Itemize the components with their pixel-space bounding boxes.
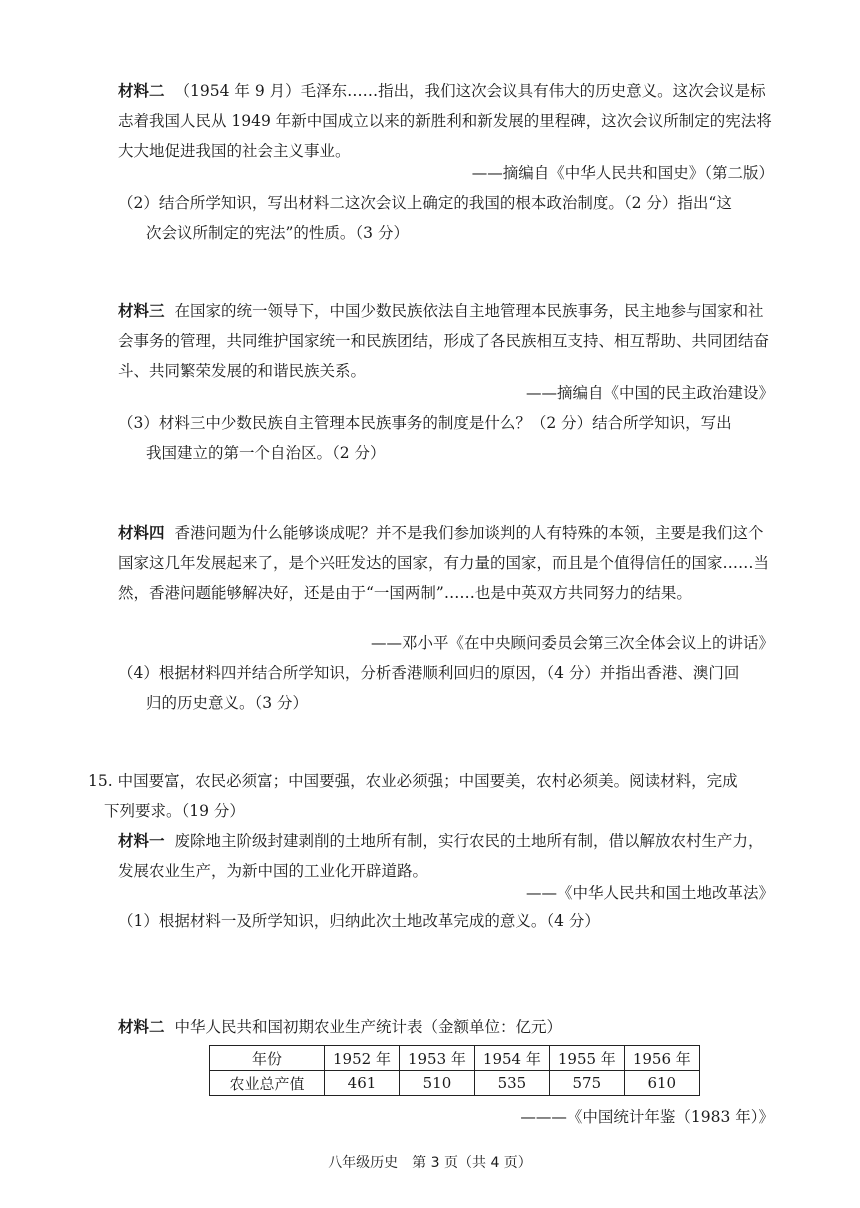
table-cell: 农业总产值	[210, 1071, 325, 1096]
table-header-cell: 1956 年	[624, 1046, 699, 1071]
table-cell: 610	[624, 1071, 699, 1096]
material-4	[118, 518, 774, 608]
table-header-cell: 1954 年	[474, 1046, 549, 1071]
material-15-2-source: ———《中国统计年鉴（1983 年）》	[520, 1108, 774, 1126]
table-cell: 461	[325, 1071, 400, 1096]
question-15-1	[118, 906, 778, 936]
material-text: 废除地主阶级封建剥削的土地所有制，实行农民的土地所有制，借以解放农村生产力，发展农业生产，为新中国的工业化开辟道路。	[118, 832, 764, 880]
question-2	[118, 188, 778, 248]
material-label: 材料四	[118, 524, 165, 542]
table-row	[210, 1046, 700, 1071]
material-label: 材料三	[118, 302, 165, 320]
material-label: 材料二	[118, 82, 165, 100]
question-line: 下列要求。（19 分）	[104, 802, 245, 820]
table-header-cell: 1953 年	[399, 1046, 474, 1071]
table-title: 中华人民共和国初期农业生产统计表（金额单位：亿元）	[174, 1018, 563, 1036]
question-15	[88, 766, 778, 826]
table-cell: 575	[549, 1071, 624, 1096]
table-cell: 510	[399, 1071, 474, 1096]
material-label: 材料一	[118, 832, 165, 850]
table-header-cell: 1952 年	[325, 1046, 400, 1071]
material-text: 香港问题为什么能够谈成呢？并不是我们参加谈判的人有特殊的本领，主要是我们这个国家这几年发展起来了，是个兴旺发达的国家，有力量的国家，而且是个值得信任的国家……当然，香港问题能够解决好，还是由于“一国两制”……也是中英双方共同努力的结果。	[118, 524, 770, 602]
agriculture-stat-table	[209, 1045, 700, 1096]
table-row	[210, 1071, 700, 1096]
material-15-2	[118, 1012, 774, 1042]
material-4-source: ——邓小平《在中央顾问委员会第三次全体会议上的讲话》	[370, 634, 774, 652]
material-15-1-source: ——《中华人民共和国土地改革法》	[525, 884, 774, 902]
question-line: 15. 中国要富，农民必须富；中国要强，农业必须强；中国要美，农村必须美。阅读材料，完成	[88, 772, 738, 790]
material-3-source: ——摘编自《中国的民主政治建设》	[525, 384, 774, 402]
material-15-1	[118, 826, 774, 886]
page-footer: 八年级历史 第 3 页（共 4 页）	[328, 1155, 532, 1171]
material-label: 材料二	[118, 1018, 165, 1036]
question-line: （4）根据材料四并结合所学知识，分析香港顺利回归的原因，（4 分）并指出香港、澳门回	[118, 664, 740, 682]
question-line: （2）结合所学知识，写出材料二这次会议上确定的我国的根本政治制度。（2 分）指出“这	[118, 194, 732, 212]
question-3	[118, 408, 778, 468]
material-2	[118, 76, 774, 166]
question-line: 次会议所制定的宪法”的性质。（3 分）	[146, 224, 409, 242]
question-line: 归的历史意义。（3 分）	[146, 694, 309, 712]
table-header-cell: 1955 年	[549, 1046, 624, 1071]
question-line: （1）根据材料一及所学知识，归纳此次土地改革完成的意义。（4 分）	[118, 912, 600, 930]
question-line: （3）材料三中少数民族自主管理本民族事务的制度是什么？（2 分）结合所学知识，写出	[118, 414, 732, 432]
table-header-cell: 年份	[210, 1046, 325, 1071]
material-3	[118, 296, 774, 386]
material-text: 在国家的统一领导下，中国少数民族依法自主地管理本民族事务，民主地参与国家和社会事务的管理，共同维护国家统一和民族团结，形成了各民族相互支持、相互帮助、共同团结奋斗、共同繁荣发展的和谐民族关系。	[118, 302, 770, 380]
table-cell: 535	[474, 1071, 549, 1096]
question-line: 我国建立的第一个自治区。（2 分）	[146, 444, 386, 462]
question-4	[118, 658, 778, 718]
material-text: （1954 年 9 月）毛泽东……指出，我们这次会议具有伟大的历史意义。这次会议是标志着我国人民从 1949 年新中国成立以来的新胜利和新发展的里程碑，这次会议所制定的宪法将大大地促进我国的社会主义事业。	[118, 82, 772, 160]
material-2-source: ——摘编自《中华人民共和国史》（第二版）	[471, 164, 774, 182]
